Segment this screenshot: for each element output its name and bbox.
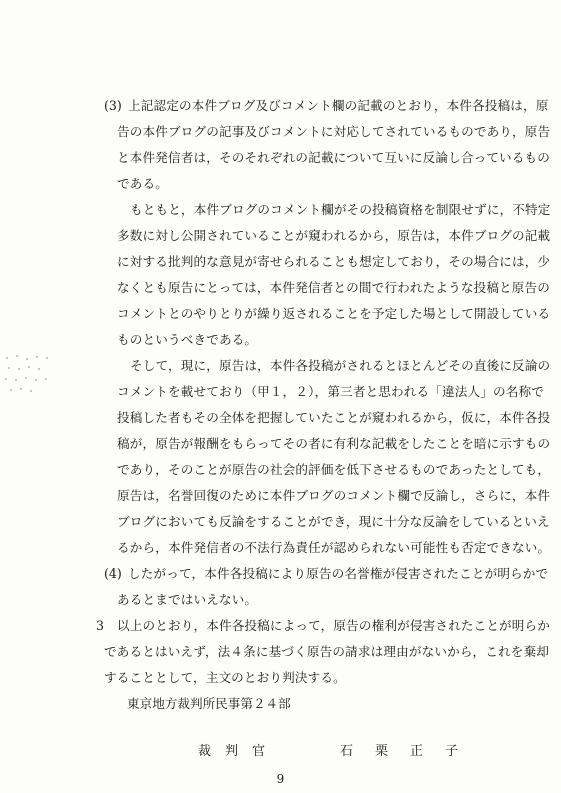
court-name: 東京地方裁判所民事第２４部 [127, 696, 291, 711]
text-line: したがって，本件各投稿により原告の名誉権が侵害されたことが明らかで [128, 566, 549, 581]
text-line: あるとまではいえない。 [117, 592, 258, 607]
text-line: 上記認定の本件ブログ及びコメント欄の記載のとおり，本件各投稿は，原 [128, 98, 549, 113]
section-label-3: 3 [96, 618, 105, 633]
text-line: 以上のとおり，本件各投稿によって，原告の権利が侵害されたことが明らか [117, 618, 551, 633]
text-line: ものというべきである。 [117, 332, 258, 347]
paragraph-label-3: (3) [104, 98, 122, 113]
text-line: 稿が，原告が報酬をもらってその者に有利な記載をしたことを暗に示すもの [117, 436, 551, 451]
text-line: 多数に対し公開されていることが窺われるから，原告は，本件ブログの記載 [117, 228, 551, 243]
text-line: コメントを載せており（甲１，２），第三者と思われる「違法人」の名称で [117, 384, 544, 399]
text-line: そして，現に，原告は，本件各投稿がされるとほとんどその直後に反論の [130, 358, 551, 373]
text-line: することとして，主文のとおり判決する。 [104, 670, 346, 685]
text-line: であるとはいえず，法４条に基づく原告の請求は理由がないから，これを棄却 [104, 644, 550, 659]
text-line: である。 [117, 176, 168, 191]
text-line: コメントとのやりとりが繰り返されることを予定した場として開設している [117, 306, 551, 321]
text-line: であり，そのことが原告の社会的評価を低下させるものであったとしても， [117, 462, 551, 477]
text-line: 原告は，名誉回復のために本件ブログのコメント欄で反論し，さらに，本件 [117, 488, 551, 503]
text-line: 投稿した者もその全体を把握していたことが窺われるから，仮に，本件各投 [117, 410, 551, 425]
page-number: 9 [276, 772, 285, 786]
signature-name: 石栗正子 [340, 744, 481, 759]
text-line: もともと，本件ブログのコメント欄がその投稿資格を制限せずに，不特定 [130, 202, 551, 217]
text-line: なくとも原告にとっては，本件発信者との間で行われたような投稿と原告の [117, 280, 551, 295]
paragraph-label-4: (4) [104, 566, 122, 581]
signature-title: 裁判官 [198, 744, 280, 759]
punch-hole-marks [4, 355, 54, 395]
text-line: と本件発信者は，そのそれぞれの記載について互いに反論し合っているもの [117, 150, 551, 165]
text-line: に対する批判的な意見が寄せられることも想定しており，その場合には，少 [117, 254, 551, 269]
text-line: 告の本件ブログの記事及びコメントに対応してされているものであり，原告 [117, 124, 551, 139]
text-line: ブログにおいても反論をすることができ，現に十分な反論をしているといえ [117, 514, 550, 529]
text-line: るから，本件発信者の不法行為責任が認められない可能性も否定できない。 [117, 540, 551, 555]
